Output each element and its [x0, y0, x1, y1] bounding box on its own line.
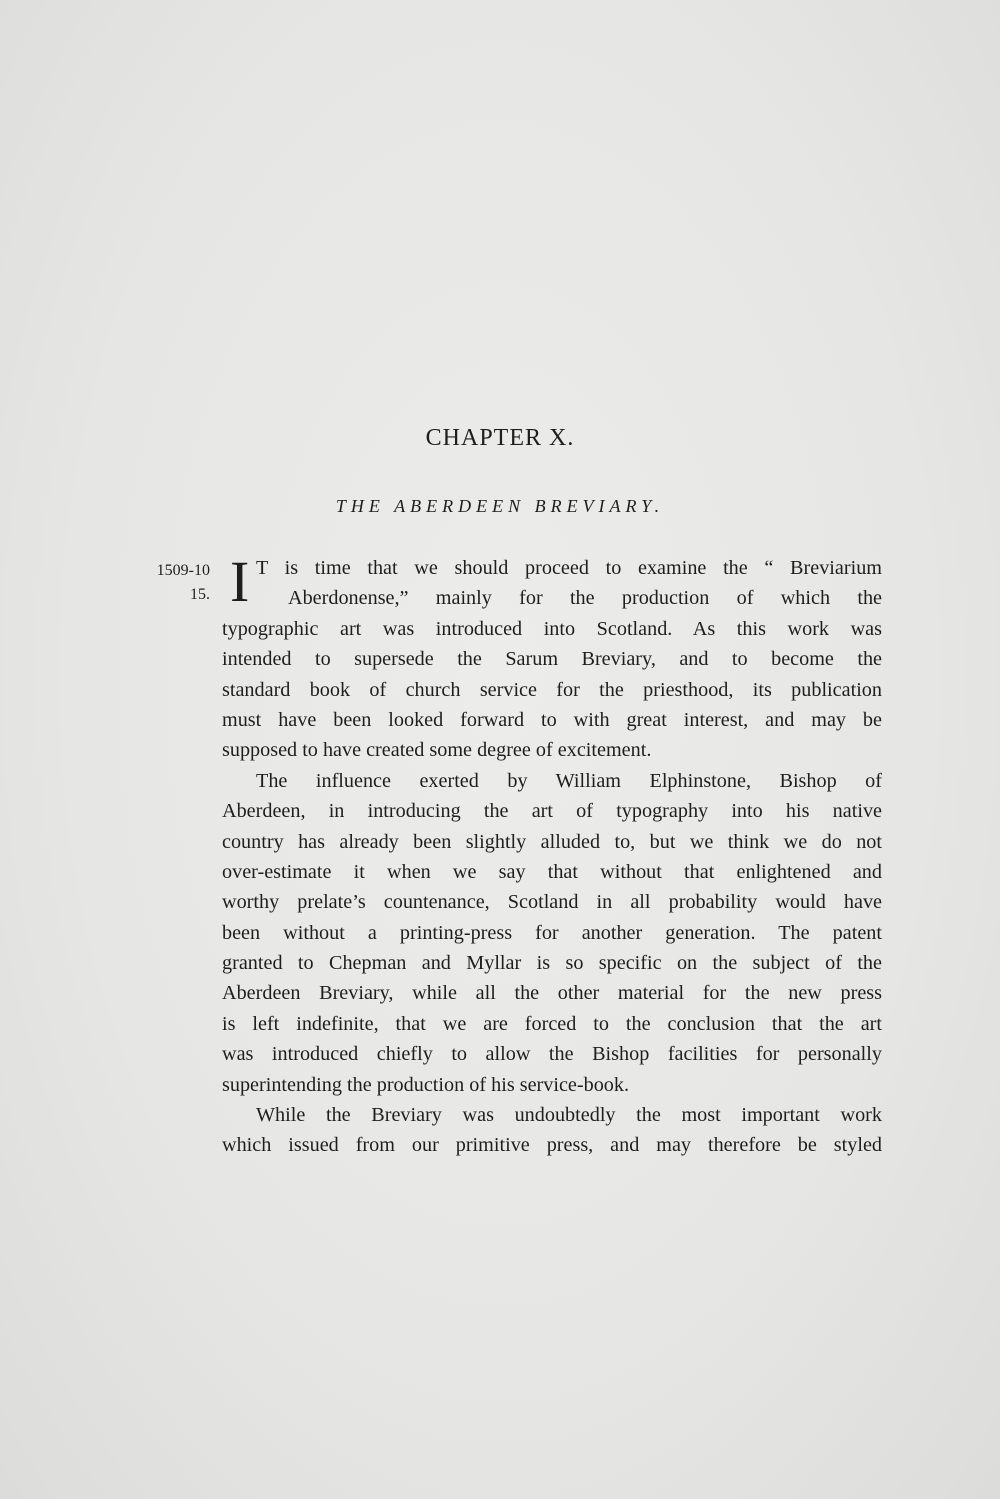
text-line: been without a printing-press for another generation. The patent — [222, 921, 882, 944]
text-line: granted to Chepman and Myllar is so specific on the subject of the — [222, 952, 882, 975]
text-line: over-estimate it when we say that without that enlightened and — [222, 860, 882, 883]
margin-note-number: 15. — [190, 586, 210, 603]
chapter-title: CHAPTER X. — [425, 425, 575, 451]
text-line: standard book of church service for the priesthood, its publication — [222, 678, 882, 701]
text-line: worthy prelate’s countenance, Scotland in all probability would have — [222, 891, 882, 914]
text-line: intended to supersede the Sarum Breviary, and to become the — [222, 648, 882, 671]
text-line: supposed to have created some degree of excitement. — [222, 739, 652, 762]
text-line: Aberdeen Breviary, while all the other material for the new press — [222, 982, 882, 1005]
text-line: The influence exerted by William Elphinstone, Bishop of — [256, 769, 882, 792]
drop-cap: I — [230, 549, 250, 614]
chapter-subtitle: THE ABERDEEN BREVIARY. — [335, 496, 665, 516]
text-line: must have been looked forward to with great interest, and may be — [222, 708, 882, 731]
text-line: country has already been slightly alluded to, but we think we do not — [222, 830, 882, 853]
text-line: superintending the production of his service-book. — [222, 1073, 630, 1096]
body-text — [222, 549, 882, 1161]
text-line: Aberdeen, in introducing the art of typography into his native — [222, 800, 882, 823]
text-line: which issued from our primitive press, and may therefore be styled — [222, 1134, 882, 1157]
text-line: While the Breviary was undoubtedly the most important work — [256, 1104, 882, 1127]
text-line: was introduced chiefly to allow the Bishop facilities for personally — [222, 1043, 882, 1066]
text-line: Aberdonense,” mainly for the production of which the — [288, 587, 882, 610]
text-line: T is time that we should proceed to examine the “ Breviarium — [256, 557, 882, 579]
text-line: typographic art was introduced into Scotland. As this work was — [222, 617, 882, 640]
margin-note-date: 1509-10 — [156, 562, 210, 579]
text-line: is left indefinite, that we are forced to the conclusion that the art — [222, 1012, 882, 1035]
